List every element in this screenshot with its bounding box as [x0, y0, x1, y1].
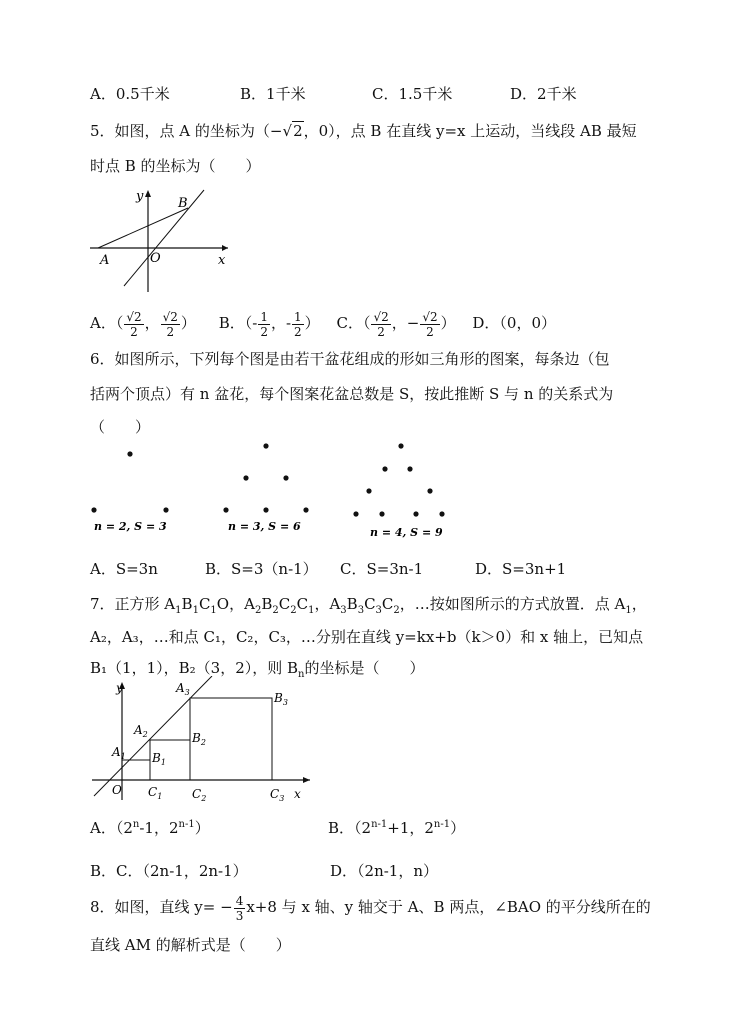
q6-stem-line1: 6．如图所示，下列每个图是由若干盆花组成的形如三角形的图案，每条边（包: [90, 350, 610, 368]
q8-fraction: $\frac{4}{3}$: [235, 893, 244, 923]
q5-option-d: D．（0，0）: [472, 314, 557, 332]
dot: [398, 443, 403, 448]
q6-option-c: C．S=3n-1: [340, 560, 424, 578]
q7-text: ，…按如图所示的方式放置．点 A: [399, 595, 626, 613]
q5-option-b: B．（- $\frac{1}{2}$ ，- $\frac{1}{2}$ ）: [218, 309, 320, 339]
dot: [163, 507, 168, 512]
q5-option-c: C．（ $\frac{√2}{2}$ ，− $\frac{√2}{2}$ ）: [336, 309, 456, 339]
q5-options: [90, 308, 556, 339]
label-a: A: [100, 253, 110, 268]
dot: [263, 507, 268, 512]
q6-option-b: B．S=3（n-1）: [205, 560, 318, 578]
q4-option-b: B．1千米: [240, 85, 306, 103]
q7-option-b: B．（$2^{n-1}+1$，2$^{n-1}$）: [328, 819, 466, 837]
q7-text: B₁（1，1），B₂（3，2），则 B: [90, 659, 299, 677]
label-x: x: [218, 253, 226, 268]
dot: [91, 507, 96, 512]
dot: [223, 507, 228, 512]
dot: [413, 511, 418, 516]
q5-figure: [88, 182, 238, 297]
dot: [283, 475, 288, 480]
q5-stem-line2: 时点 B 的坐标为（ ）: [90, 157, 261, 175]
dot: [353, 511, 358, 516]
q7-option-bc: B．C．（2n-1，2n-1）: [90, 862, 248, 880]
q7-stem-line1: 7．正方形 $A_1B_1C_1O$，$A_2B_2C_2C_1$，$A_3B_3C_3C_2$，…按如图所示的方式放置．点 $A_1$，: [90, 595, 647, 616]
q7-stem-line2: A₂，A₃，…和点 C₁，C₂，C₃，…分别在直线 y=kx+b（k＞0）和 x 轴上，已知点: [90, 628, 644, 646]
q5-text: ，0），点 B 在直线 y=x 上运动，当线段 AB 最短: [303, 122, 637, 140]
label-o: O: [112, 783, 122, 797]
caption-n3: n = 3, S = 6: [228, 520, 301, 533]
q7-option-a: A．（2$^n$-1，2$^{n-1}$）: [90, 819, 210, 837]
dot: [263, 443, 268, 448]
q5-root: 2: [293, 122, 303, 140]
q8-stem-line2: 直线 AM 的解析式是（ ）: [90, 936, 291, 954]
q7-text: O，A: [216, 595, 255, 613]
label-b: B: [178, 196, 188, 211]
q8-stem-line1: [90, 892, 651, 923]
q5-option-a: A．（ $\frac{√2}{2}$ ， $\frac{√2}{2}$ ）: [90, 309, 196, 339]
dot: [379, 511, 384, 516]
sqrt-symbol: −√: [269, 122, 293, 140]
q8-text: 8．如图，直线 y= −: [90, 898, 233, 916]
line-y-eq-x: [124, 190, 204, 286]
q7-sub: n: [298, 669, 305, 680]
q4-option-a: A．0.5千米: [90, 85, 170, 103]
label-c1: $C_1$: [148, 785, 163, 801]
label-b2: $B_2$: [192, 731, 206, 747]
dot: [366, 488, 371, 493]
q6-figure: [80, 436, 480, 546]
q6-option-a: A．S=3n: [90, 560, 158, 578]
q7-text: 7．正方形 A: [90, 595, 176, 613]
label-a2: $A_2$: [134, 723, 148, 739]
q7-figure: [88, 676, 318, 804]
dot: [439, 511, 444, 516]
label-c2: $C_2$: [192, 787, 207, 803]
label-y: y: [136, 189, 144, 204]
q6-stem-line3: （ ）: [90, 418, 151, 436]
label-c3: $C_3$: [270, 787, 285, 803]
x-axis-arrow: [222, 245, 228, 251]
q7-option-d: D．（2n-1，n）: [330, 862, 439, 880]
y-axis-arrow: [145, 190, 151, 197]
q5-text: 5．如图，点 A 的坐标为（: [90, 122, 270, 140]
label-a3: $A_3$: [176, 681, 190, 697]
q6-option-d: D．S=3n+1: [475, 560, 567, 578]
caption-n2: n = 2, S = 3: [94, 520, 167, 533]
dot: [427, 488, 432, 493]
x-axis-arrow: [303, 777, 310, 783]
label-a1: $A_1$: [112, 745, 126, 761]
q5-stem-line1: [90, 120, 637, 141]
q8-text: x+8 与 x 轴、y 轴交于 A、B 两点，∠BAO 的平分线所在的: [246, 898, 651, 916]
dot: [303, 507, 308, 512]
label-x: x: [294, 787, 301, 801]
label-b3: $B_3$: [274, 691, 288, 707]
q7-text: 的坐标是（ ）: [304, 659, 425, 677]
q4-option-d: D．2千米: [510, 85, 577, 103]
label-y: y: [116, 681, 123, 695]
dot: [382, 466, 387, 471]
dot: [243, 475, 248, 480]
q7-text: ，A: [314, 595, 341, 613]
q4-option-c: C．1.5千米: [372, 85, 453, 103]
q6-stem-line2: 括两个顶点）有 n 盆花，每个图案花盆总数是 S，按此推断 S 与 n 的关系式为: [90, 385, 614, 403]
label-b1: $B_1$: [152, 751, 166, 767]
segment-ab: [98, 208, 188, 248]
caption-n4: n = 4, S = 9: [370, 526, 443, 539]
label-o: O: [150, 251, 161, 266]
dot: [407, 466, 412, 471]
dot: [127, 451, 132, 456]
